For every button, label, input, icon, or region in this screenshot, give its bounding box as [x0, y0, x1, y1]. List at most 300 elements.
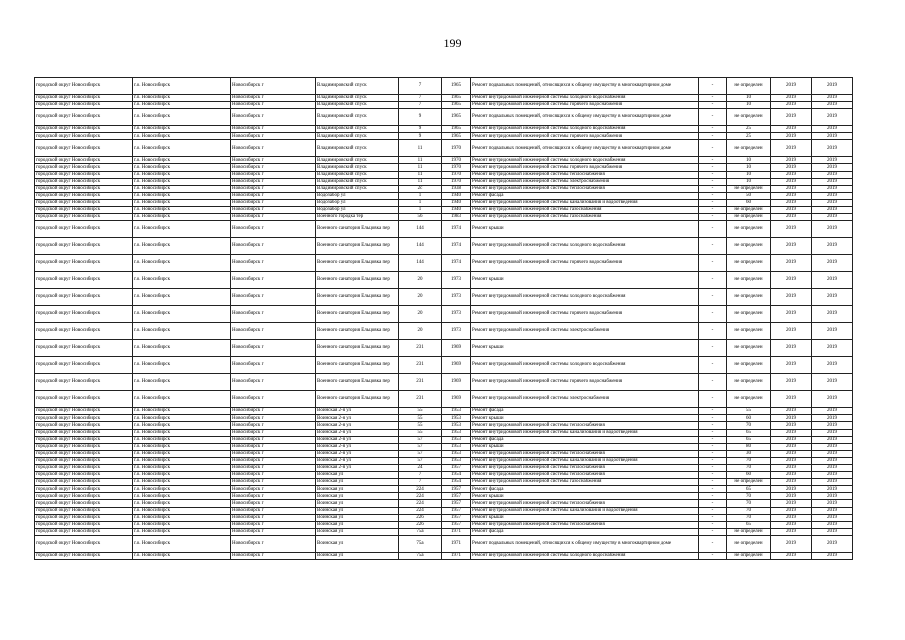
municipality-cell: городской округ Новосибирск: [35, 140, 133, 157]
table-row: [35, 157, 853, 164]
municipality-cell: городской округ Новосибирск: [35, 521, 133, 528]
wear-percent-cell: 30: [727, 450, 771, 457]
work-type-cell: Ремонт внутридомовой инженерной системы горячего водоснабжения: [471, 306, 699, 323]
district-cell: г.о. Новосибирск: [133, 486, 231, 493]
year-end-cell: 2019: [812, 408, 853, 415]
work-type-cell: Ремонт внутридомовой инженерной системы канализования и водоотведения: [471, 507, 699, 514]
work-type-cell: Ремонт внутридомовой инженерной системы газоснабжения: [471, 207, 699, 214]
year-end-cell: 2019: [812, 192, 853, 199]
house-number-cell: 144: [399, 255, 442, 272]
build-year-cell: 1969: [442, 391, 471, 408]
build-year-cell: 1965: [442, 133, 471, 140]
district-cell: г.о. Новосибирск: [133, 133, 231, 140]
work-type-cell: Ремонт подвальных помещений, относящихся к общему имуществу в многоквартирном доме: [471, 78, 699, 95]
year-start-cell: 2019: [771, 464, 812, 471]
year-end-cell: 2019: [812, 109, 853, 126]
city-cell: Новосибирск г: [231, 408, 316, 415]
table-row: [35, 450, 853, 457]
table-row: [35, 255, 853, 272]
district-cell: г.о. Новосибирск: [133, 221, 231, 238]
year-end-cell: 2019: [812, 457, 853, 464]
year-start-cell: 2019: [771, 109, 812, 126]
dash-cell: -: [699, 514, 727, 521]
dash-cell: -: [699, 443, 727, 450]
work-type-cell: Ремонт внутридомовой инженерной системы горячего водоснабжения: [471, 255, 699, 272]
dash-cell: -: [699, 422, 727, 429]
wear-percent-cell: 65: [727, 436, 771, 443]
year-end-cell: 2019: [812, 102, 853, 109]
house-number-cell: 7: [399, 472, 442, 479]
table-row: [35, 102, 853, 109]
table-row: [35, 374, 853, 391]
repair-schedule-table: [34, 77, 853, 560]
municipality-cell: городской округ Новосибирск: [35, 109, 133, 126]
municipality-cell: городской округ Новосибирск: [35, 472, 133, 479]
build-year-cell: 1974: [442, 255, 471, 272]
municipality-cell: городской округ Новосибирск: [35, 493, 133, 500]
work-type-cell: Ремонт внутридомовой инженерной системы холодного водоснабжения: [471, 126, 699, 133]
work-type-cell: Ремонт крыши: [471, 415, 699, 422]
dash-cell: -: [699, 272, 727, 289]
house-number-cell: 226: [399, 514, 442, 521]
year-start-cell: 2019: [771, 192, 812, 199]
wear-percent-cell: не определен: [727, 374, 771, 391]
year-start-cell: 2019: [771, 272, 812, 289]
house-number-cell: 11: [399, 171, 442, 178]
work-type-cell: Ремонт внутридомовой инженерной системы холодного водоснабжения: [471, 357, 699, 374]
district-cell: г.о. Новосибирск: [133, 340, 231, 357]
work-type-cell: Ремонт внутридомовой инженерной системы теплоснабжения: [471, 422, 699, 429]
year-end-cell: 2019: [812, 323, 853, 340]
wear-percent-cell: не определен: [727, 306, 771, 323]
year-end-cell: 2019: [812, 486, 853, 493]
build-year-cell: 1953: [442, 408, 471, 415]
dash-cell: -: [699, 500, 727, 507]
table-row: [35, 140, 853, 157]
year-start-cell: 2019: [771, 199, 812, 206]
dash-cell: -: [699, 255, 727, 272]
year-end-cell: 2019: [812, 436, 853, 443]
work-type-cell: Ремонт внутридомовой инженерной системы электроснабжения: [471, 323, 699, 340]
municipality-cell: городской округ Новосибирск: [35, 340, 133, 357]
house-number-cell: 1: [399, 199, 442, 206]
build-year-cell: 1969: [442, 374, 471, 391]
work-type-cell: Ремонт подвальных помещений, относящихся к общему имуществу в многоквартирном доме: [471, 109, 699, 126]
build-year-cell: 1965: [442, 126, 471, 133]
municipality-cell: городской округ Новосибирск: [35, 479, 133, 486]
street-cell: Владимировский спуск: [316, 78, 399, 95]
build-year-cell: 1971: [442, 552, 471, 559]
city-cell: Новосибирск г: [231, 391, 316, 408]
table-row: [35, 357, 853, 374]
table-row: [35, 185, 853, 192]
house-number-cell: 224: [399, 507, 442, 514]
build-year-cell: 1965: [442, 78, 471, 95]
house-number-cell: 224: [399, 493, 442, 500]
work-type-cell: Ремонт крыши: [471, 272, 699, 289]
work-type-cell: Ремонт внутридомовой инженерной системы горячего водоснабжения: [471, 374, 699, 391]
city-cell: Новосибирск г: [231, 214, 316, 221]
street-cell: Воинская ул: [316, 493, 399, 500]
work-type-cell: Ремонт внутридомовой инженерной системы канализования и водоотведения: [471, 457, 699, 464]
dash-cell: -: [699, 109, 727, 126]
street-cell: Воинская 2-я ул: [316, 464, 399, 471]
city-cell: Новосибирск г: [231, 78, 316, 95]
city-cell: Новосибирск г: [231, 171, 316, 178]
city-cell: Новосибирск г: [231, 415, 316, 422]
year-start-cell: 2019: [771, 126, 812, 133]
dash-cell: -: [699, 207, 727, 214]
municipality-cell: городской округ Новосибирск: [35, 133, 133, 140]
year-start-cell: 2019: [771, 238, 812, 255]
dash-cell: -: [699, 493, 727, 500]
wear-percent-cell: 65: [727, 486, 771, 493]
work-type-cell: Ремонт крыши: [471, 221, 699, 238]
wear-percent-cell: не определен: [727, 357, 771, 374]
city-cell: Новосибирск г: [231, 472, 316, 479]
year-start-cell: 2019: [771, 289, 812, 306]
city-cell: Новосибирск г: [231, 374, 316, 391]
dash-cell: -: [699, 507, 727, 514]
wear-percent-cell: не определен: [727, 479, 771, 486]
house-number-cell: 57: [399, 457, 442, 464]
street-cell: Владимировский спуск: [316, 126, 399, 133]
table-row: [35, 443, 853, 450]
year-end-cell: 2019: [812, 95, 853, 102]
year-start-cell: 2019: [771, 535, 812, 552]
city-cell: Новосибирск г: [231, 457, 316, 464]
year-start-cell: 2019: [771, 436, 812, 443]
year-end-cell: 2019: [812, 214, 853, 221]
city-cell: Новосибирск г: [231, 464, 316, 471]
wear-percent-cell: не определен: [727, 323, 771, 340]
year-end-cell: 2019: [812, 171, 853, 178]
municipality-cell: городской округ Новосибирск: [35, 528, 133, 535]
district-cell: г.о. Новосибирск: [133, 272, 231, 289]
dash-cell: -: [699, 238, 727, 255]
district-cell: г.о. Новосибирск: [133, 238, 231, 255]
dash-cell: -: [699, 199, 727, 206]
city-cell: Новосибирск г: [231, 479, 316, 486]
street-cell: Владимировский спуск: [316, 157, 399, 164]
year-start-cell: 2019: [771, 357, 812, 374]
year-end-cell: 2019: [812, 78, 853, 95]
build-year-cell: 1957: [442, 493, 471, 500]
dash-cell: -: [699, 95, 727, 102]
wear-percent-cell: 70: [727, 493, 771, 500]
street-cell: Воинская 2-я ул: [316, 429, 399, 436]
build-year-cell: 1957: [442, 514, 471, 521]
year-end-cell: 2019: [812, 507, 853, 514]
city-cell: Новосибирск г: [231, 255, 316, 272]
city-cell: Новосибирск г: [231, 493, 316, 500]
wear-percent-cell: 60: [727, 199, 771, 206]
wear-percent-cell: 70: [727, 457, 771, 464]
municipality-cell: городской округ Новосибирск: [35, 486, 133, 493]
dash-cell: -: [699, 221, 727, 238]
table-row: [35, 323, 853, 340]
municipality-cell: городской округ Новосибирск: [35, 500, 133, 507]
street-cell: Воинская ул: [316, 479, 399, 486]
year-end-cell: 2019: [812, 391, 853, 408]
wear-percent-cell: 70: [727, 422, 771, 429]
work-type-cell: Ремонт внутридомовой инженерной системы холодного водоснабжения: [471, 95, 699, 102]
year-start-cell: 2019: [771, 457, 812, 464]
district-cell: г.о. Новосибирск: [133, 306, 231, 323]
build-year-cell: 1953: [442, 443, 471, 450]
street-cell: Водозабор ул: [316, 207, 399, 214]
year-end-cell: 2019: [812, 521, 853, 528]
build-year-cell: 1973: [442, 289, 471, 306]
year-end-cell: 2019: [812, 207, 853, 214]
year-start-cell: 2019: [771, 422, 812, 429]
build-year-cell: 1969: [442, 340, 471, 357]
city-cell: Новосибирск г: [231, 429, 316, 436]
year-start-cell: 2019: [771, 450, 812, 457]
table-row: [35, 78, 853, 95]
wear-percent-cell: 65: [727, 521, 771, 528]
municipality-cell: городской округ Новосибирск: [35, 357, 133, 374]
district-cell: г.о. Новосибирск: [133, 528, 231, 535]
street-cell: Военного санатория Ельцовка пер: [316, 306, 399, 323]
street-cell: Воинская 2-я ул: [316, 450, 399, 457]
work-type-cell: Ремонт фасада: [471, 486, 699, 493]
table-row: [35, 429, 853, 436]
dash-cell: -: [699, 126, 727, 133]
city-cell: Новосибирск г: [231, 157, 316, 164]
year-end-cell: 2019: [812, 157, 853, 164]
table-row: [35, 415, 853, 422]
year-end-cell: 2019: [812, 255, 853, 272]
house-number-cell: 7: [399, 78, 442, 95]
street-cell: Воинская ул: [316, 535, 399, 552]
wear-percent-cell: 70: [727, 464, 771, 471]
district-cell: г.о. Новосибирск: [133, 521, 231, 528]
municipality-cell: городской округ Новосибирск: [35, 391, 133, 408]
street-cell: Воинская 2-я ул: [316, 436, 399, 443]
work-type-cell: Ремонт внутридомовой инженерной системы горячего водоснабжения: [471, 133, 699, 140]
wear-percent-cell: 60: [727, 472, 771, 479]
street-cell: Владимировский спуск: [316, 178, 399, 185]
street-cell: Владимировский спуск: [316, 109, 399, 126]
city-cell: Новосибирск г: [231, 450, 316, 457]
table-row: [35, 436, 853, 443]
house-number-cell: 2с: [399, 185, 442, 192]
wear-percent-cell: 10: [727, 157, 771, 164]
municipality-cell: городской округ Новосибирск: [35, 457, 133, 464]
table-row: [35, 479, 853, 486]
city-cell: Новосибирск г: [231, 500, 316, 507]
street-cell: Воинская ул: [316, 514, 399, 521]
municipality-cell: городской округ Новосибирск: [35, 450, 133, 457]
municipality-cell: городской округ Новосибирск: [35, 164, 133, 171]
house-number-cell: 57: [399, 443, 442, 450]
dash-cell: -: [699, 521, 727, 528]
street-cell: Водозабор ул: [316, 199, 399, 206]
district-cell: г.о. Новосибирск: [133, 479, 231, 486]
district-cell: г.о. Новосибирск: [133, 443, 231, 450]
year-start-cell: 2019: [771, 443, 812, 450]
district-cell: г.о. Новосибирск: [133, 95, 231, 102]
district-cell: г.о. Новосибирск: [133, 185, 231, 192]
street-cell: Воинская ул: [316, 472, 399, 479]
street-cell: Водозабор ул: [316, 192, 399, 199]
municipality-cell: городской округ Новосибирск: [35, 214, 133, 221]
house-number-cell: 7: [399, 95, 442, 102]
dash-cell: -: [699, 214, 727, 221]
wear-percent-cell: не определен: [727, 78, 771, 95]
house-number-cell: 20: [399, 306, 442, 323]
municipality-cell: городской округ Новосибирск: [35, 95, 133, 102]
dash-cell: -: [699, 178, 727, 185]
house-number-cell: 224: [399, 486, 442, 493]
year-start-cell: 2019: [771, 479, 812, 486]
municipality-cell: городской округ Новосибирск: [35, 374, 133, 391]
build-year-cell: 1971: [442, 535, 471, 552]
wear-percent-cell: не определен: [727, 289, 771, 306]
dash-cell: -: [699, 164, 727, 171]
build-year-cell: 1940: [442, 199, 471, 206]
district-cell: г.о. Новосибирск: [133, 109, 231, 126]
street-cell: Владимировский спуск: [316, 171, 399, 178]
street-cell: Воинская 2-я ул: [316, 443, 399, 450]
district-cell: г.о. Новосибирск: [133, 214, 231, 221]
municipality-cell: городской округ Новосибирск: [35, 552, 133, 559]
year-start-cell: 2019: [771, 323, 812, 340]
dash-cell: -: [699, 552, 727, 559]
house-number-cell: 231: [399, 391, 442, 408]
municipality-cell: городской округ Новосибирск: [35, 272, 133, 289]
street-cell: Военного санатория Ельцовка пер: [316, 374, 399, 391]
year-start-cell: 2019: [771, 521, 812, 528]
work-type-cell: Ремонт внутридомовой инженерной системы теплоснабжения: [471, 185, 699, 192]
house-number-cell: 144: [399, 238, 442, 255]
work-type-cell: Ремонт внутридомовой инженерной системы теплоснабжения: [471, 464, 699, 471]
work-type-cell: Ремонт внутридомовой инженерной системы теплоснабжения: [471, 171, 699, 178]
house-number-cell: 9: [399, 126, 442, 133]
house-number-cell: 11: [399, 157, 442, 164]
table-row: [35, 221, 853, 238]
table-row: [35, 272, 853, 289]
municipality-cell: городской округ Новосибирск: [35, 207, 133, 214]
build-year-cell: 1969: [442, 357, 471, 374]
year-end-cell: 2019: [812, 500, 853, 507]
build-year-cell: 1973: [442, 306, 471, 323]
house-number-cell: 231: [399, 340, 442, 357]
street-cell: Воинская ул: [316, 521, 399, 528]
year-end-cell: 2019: [812, 140, 853, 157]
year-start-cell: 2019: [771, 185, 812, 192]
street-cell: Военного санатория Ельцовка пер: [316, 255, 399, 272]
municipality-cell: городской округ Новосибирск: [35, 514, 133, 521]
district-cell: г.о. Новосибирск: [133, 450, 231, 457]
municipality-cell: городской округ Новосибирск: [35, 306, 133, 323]
house-number-cell: 231: [399, 374, 442, 391]
district-cell: г.о. Новосибирск: [133, 374, 231, 391]
year-start-cell: 2019: [771, 340, 812, 357]
year-end-cell: 2019: [812, 126, 853, 133]
street-cell: Владимировский спуск: [316, 133, 399, 140]
house-number-cell: 224: [399, 500, 442, 507]
table-row: [35, 306, 853, 323]
table-row: [35, 199, 853, 206]
house-number-cell: 20: [399, 289, 442, 306]
table-row: [35, 95, 853, 102]
table-row: [35, 507, 853, 514]
year-start-cell: 2019: [771, 415, 812, 422]
street-cell: Военного санатория Ельцовка пер: [316, 289, 399, 306]
wear-percent-cell: 10: [727, 178, 771, 185]
work-type-cell: Ремонт крыши: [471, 514, 699, 521]
year-start-cell: 2019: [771, 500, 812, 507]
year-start-cell: 2019: [771, 157, 812, 164]
build-year-cell: 1953: [442, 450, 471, 457]
city-cell: Новосибирск г: [231, 164, 316, 171]
city-cell: Новосибирск г: [231, 133, 316, 140]
wear-percent-cell: не определен: [727, 207, 771, 214]
city-cell: Новосибирск г: [231, 436, 316, 443]
build-year-cell: 1953: [442, 436, 471, 443]
municipality-cell: городской округ Новосибирск: [35, 238, 133, 255]
work-type-cell: Ремонт внутридомовой инженерной системы электроснабжения: [471, 391, 699, 408]
city-cell: Новосибирск г: [231, 102, 316, 109]
district-cell: г.о. Новосибирск: [133, 535, 231, 552]
wear-percent-cell: не определен: [727, 528, 771, 535]
house-number-cell: 231: [399, 357, 442, 374]
table-row: [35, 171, 853, 178]
city-cell: Новосибирск г: [231, 357, 316, 374]
city-cell: Новосибирск г: [231, 192, 316, 199]
district-cell: г.о. Новосибирск: [133, 323, 231, 340]
district-cell: г.о. Новосибирск: [133, 126, 231, 133]
house-number-cell: 226: [399, 521, 442, 528]
table-row: [35, 408, 853, 415]
page-number: 199: [443, 36, 462, 50]
district-cell: г.о. Новосибирск: [133, 514, 231, 521]
street-cell: Воинская ул: [316, 507, 399, 514]
wear-percent-cell: 10: [727, 95, 771, 102]
dash-cell: -: [699, 535, 727, 552]
year-end-cell: 2019: [812, 535, 853, 552]
dash-cell: -: [699, 479, 727, 486]
street-cell: Военного санатория Ельцовка пер: [316, 340, 399, 357]
build-year-cell: 1983: [442, 214, 471, 221]
city-cell: Новосибирск г: [231, 486, 316, 493]
year-end-cell: 2019: [812, 552, 853, 559]
house-number-cell: 55: [399, 415, 442, 422]
street-cell: Воинская 2-я ул: [316, 422, 399, 429]
street-cell: Воинская 2-я ул: [316, 415, 399, 422]
house-number-cell: 11: [399, 164, 442, 171]
year-end-cell: 2019: [812, 472, 853, 479]
municipality-cell: городской округ Новосибирск: [35, 157, 133, 164]
house-number-cell: 57: [399, 436, 442, 443]
house-number-cell: 56: [399, 214, 442, 221]
year-start-cell: 2019: [771, 214, 812, 221]
city-cell: Новосибирск г: [231, 95, 316, 102]
build-year-cell: 1957: [442, 507, 471, 514]
municipality-cell: городской округ Новосибирск: [35, 102, 133, 109]
dash-cell: -: [699, 357, 727, 374]
year-start-cell: 2019: [771, 207, 812, 214]
year-end-cell: 2019: [812, 514, 853, 521]
build-year-cell: 1965: [442, 109, 471, 126]
municipality-cell: городской округ Новосибирск: [35, 436, 133, 443]
table-row: [35, 126, 853, 133]
house-number-cell: 7: [399, 102, 442, 109]
district-cell: г.о. Новосибирск: [133, 199, 231, 206]
street-cell: Военного санатория Ельцовка пер: [316, 357, 399, 374]
